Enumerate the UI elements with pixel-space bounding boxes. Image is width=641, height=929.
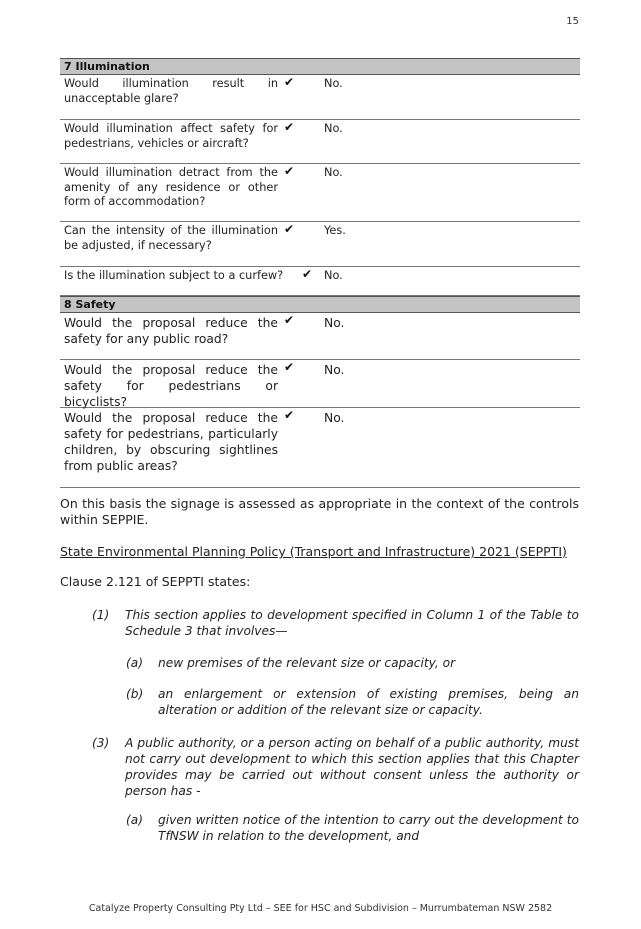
checkmark-icon: ✔: [284, 408, 295, 422]
question-cell: Is the illumination subject to a curfew?: [64, 269, 284, 282]
table-row: [60, 75, 580, 120]
clause-1-b-label: (b): [126, 687, 144, 701]
checkmark-icon: ✔: [284, 313, 295, 327]
table-row: [60, 408, 580, 488]
table-row: [60, 360, 580, 408]
checkmark-icon: ✔: [302, 267, 313, 281]
clause-3-a: [126, 812, 579, 846]
question-cell: Would illumination result in unacceptable glare?: [64, 77, 278, 105]
table-row: [60, 120, 580, 164]
clause-3-label: (3): [92, 736, 110, 750]
table-row: [60, 222, 580, 267]
clause-intro: Clause 2.121 of SEPPTI states:: [60, 574, 251, 589]
answer-cell: No.: [324, 77, 343, 90]
answer-cell: No.: [324, 166, 343, 179]
table-row: [60, 164, 580, 222]
checkmark-icon: ✔: [284, 164, 295, 178]
clause-1-b: [126, 686, 579, 720]
question-cell: Would illumination affect safety for pedestrians, vehicles or aircraft?: [64, 122, 278, 150]
question-cell: Would the proposal reduce the safety for pedestrians or bicyclists?: [64, 363, 278, 409]
answer-cell: No.: [324, 411, 345, 425]
policy-heading: State Environmental Planning Policy (Transport and Infrastructure) 2021 (SEPPTI): [60, 544, 567, 559]
conclusion-paragraph: On this basis the signage is assessed as appropriate in the context of the controls within SEPPIE.: [60, 496, 579, 527]
section-heading-illumination: 7 Illumination: [60, 58, 580, 75]
answer-cell: No.: [324, 122, 343, 135]
clause-3: [92, 735, 579, 801]
clause-1: [92, 607, 579, 641]
section-heading-safety: 8 Safety: [60, 296, 580, 313]
question-cell: Would illumination detract from the amenity of any residence or other form of accommodation?: [64, 166, 278, 208]
assessment-table: [60, 58, 580, 488]
clause-1-text: This section applies to development specified in Column 1 of the Table to Schedule 3 that involves—: [125, 608, 579, 638]
question-cell: Can the intensity of the illumination be adjusted, if necessary?: [64, 224, 278, 252]
clause-1-a: [126, 655, 579, 673]
page-number: 15: [566, 16, 579, 27]
checkmark-icon: ✔: [284, 75, 295, 89]
clause-1-a-text: new premises of the relevant size or capacity, or: [158, 656, 456, 670]
answer-cell: No.: [324, 363, 345, 377]
checkmark-icon: ✔: [284, 360, 295, 374]
clause-1-label: (1): [92, 608, 110, 622]
question-cell: Would the proposal reduce the safety for any public road?: [64, 316, 278, 346]
clause-1-b-text: an enlargement or extension of existing premises, being an alteration or addition of the relevant size or capacity.: [158, 687, 579, 717]
checkmark-icon: ✔: [284, 222, 295, 236]
answer-cell: Yes.: [324, 224, 346, 237]
page-footer: Catalyze Property Consulting Pty Ltd – SEE for HSC and Subdivision – Murrumbateman NSW 2582: [88, 903, 553, 914]
table-row: [60, 313, 580, 360]
answer-cell: No.: [324, 316, 345, 330]
clause-3-a-label: (a): [126, 813, 143, 827]
table-row: [60, 267, 580, 296]
clause-3-a-text: given written notice of the intention to carry out the development to TfNSW in relation to the development, and: [158, 813, 579, 843]
clause-1-a-label: (a): [126, 656, 143, 670]
question-cell: Would the proposal reduce the safety for pedestrians, particularly children, by obscuring sightlines from public areas?: [64, 411, 278, 473]
answer-cell: No.: [324, 269, 343, 282]
clause-3-text: A public authority, or a person acting on behalf of a public authority, must not carry out development to which this section applies that this Chapter provides may be carried out without consent unless the authority or person has -: [125, 736, 579, 798]
checkmark-icon: ✔: [284, 120, 295, 134]
